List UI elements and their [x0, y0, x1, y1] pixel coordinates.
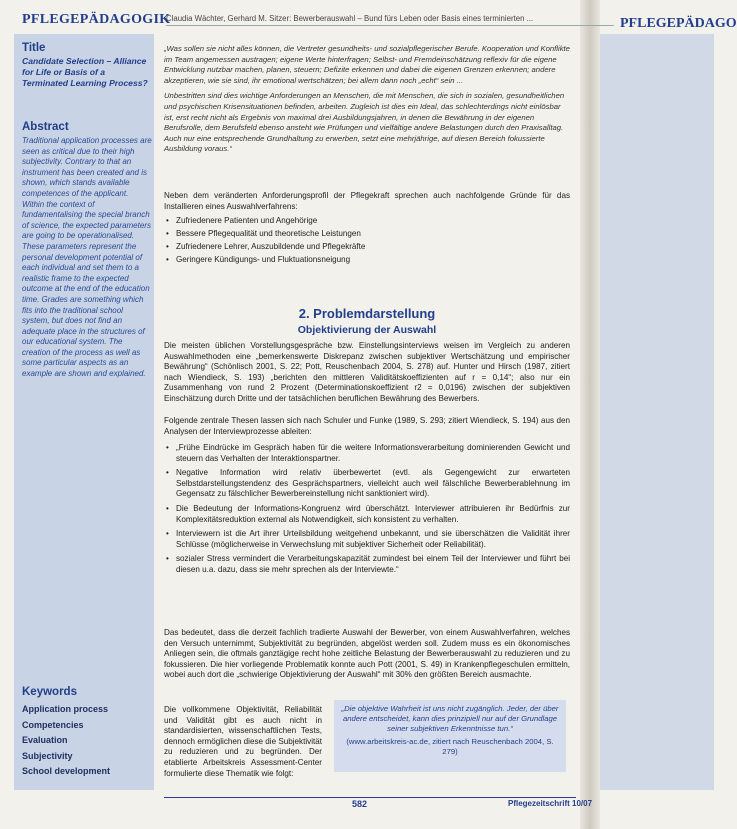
english-title: Candidate Selection – Alliance for Life or Basis of a Terminated Learning Process? [22, 56, 148, 88]
list-item: • Zufriedenere Lehrer, Auszubildende und Pflegekräfte [164, 240, 570, 253]
abstract-text: Traditional application processes are seen as critical due to their high subjectivity. Contrary to that an instrument has been created and is shown, which stands available competences of the applicant. Within the context of fundamentalising the special branch of science, the expected parameters are going to be operationalised. These parameters represent the personal development potential of each individual and set them to a realistic frame to the expected outcome at the end of the education time. Grades are something which fits into the traditional school system, but does not find an adequate place in the structures of our educational system. The creation of the process as well as some particular aspects as an example are shown and explained. [22, 136, 152, 379]
page-gutter [580, 0, 600, 829]
brand-logo: PFLEGEPÄDAGOGIK [22, 12, 171, 27]
abstract-heading: Abstract [22, 121, 69, 133]
paragraph: Das bedeutet, dass die derzeit fachlich tradierte Auswahl der Bewerber, von einem Auswahlverfahren, welches den Versuch unternimmt, Subjektivität zu begründen, abgelöst werden soll. Zudem muss es ein ökonomisches Anliegen sein, die oftmals ganztägige recht hohe zeitliche Belastung der Bewerberauswahl zu reduzieren und zu fokussieren. Die hier vorliegende Problematik konnte auch Pott (2001, S. 49) in Krankenpflegeschulen ermitteln, wobei auch dort die „schwierige Objektivierung der Auswahl“ mit 30% den größten Bereich ausmachte. [164, 628, 570, 680]
list-item: • „Frühe Eindrücke im Gespräch haben für die weitere Informationsverarbeitung dominierenden Gewicht und steuern das Verhalten der Interaktionspartner. [164, 443, 570, 464]
section-title: 2. Problemdarstellung [298, 306, 436, 321]
list-item: • Bessere Pflegequalität und theoretische Leistungen [164, 227, 570, 240]
keywords-heading: Keywords [22, 686, 77, 698]
keyword: Application process [22, 704, 109, 714]
paragraph: Folgende zentrale Thesen lassen sich nach Schuler und Funke (1989, S. 293; zitiert Wiendieck, S. 194) aus den Analysen der Interviewprozesse ableiten: [164, 416, 570, 436]
next-page-sidebar [600, 34, 714, 790]
keyword: Subjectivity [22, 750, 73, 761]
theses-list [164, 443, 570, 580]
intro-quote-p1: „Was sollen sie nicht alles können, die Vertreter gesundheits- und sozialpflegerischer Berufe. Kooperation und Konflikte im Team angemessen austragen; eigene Werte hinterfragen; Selbst- und Fremdeinschätzung reflexiv für die eigene Entwicklung nutzbar machen, planen, steuern; Defizite erkennen und dabei die eigenen Grenzen erkennen; andere akzeptieren, wie sie sind, ihr emotional wertschätzen; bei allem dann noch „echt“ sein ... [164, 44, 570, 85]
page-number: 582 [352, 799, 368, 809]
reasons-list [164, 214, 570, 266]
pull-quote-text: „Die objektive Wahrheit ist uns nicht zugänglich. Jeder, der über andere entscheidet, kann dies prinzipiell nur auf der Grundlage seiner subjektiven Erkenntnisse tun.“ [341, 704, 559, 733]
list-item: • Zufriedenere Patienten und Angehörige [164, 214, 570, 227]
paragraph: Die vollkommene Objektivität, Reliabilität und Validität gibt es auch nicht in standardisierten, wissenschaftlichen Tests, dennoch ermöglichen diese die Subjektivität zu reduzieren und zu begründen. Der etablierte Arbeitskreis Assessment-Center formulierte diese Thematik wie folgt: [164, 705, 322, 778]
keyword: Competencies [22, 719, 84, 730]
section-subtitle: Objektivierung der Auswahl [297, 324, 437, 336]
title-heading: Title [22, 42, 46, 54]
list-item: • sozialer Stress vermindert die Verarbeitungskapazität zumindest bei einem Teil der Interviewer und führt bei diesen u.a. dazu, dass sie mehr sprechen als der Interviewte.“ [164, 554, 570, 575]
pull-quote-box [334, 700, 566, 772]
keyword: School development [22, 766, 111, 776]
brand-logo-next-page: PFLEGEPÄDAGO [620, 16, 737, 31]
intro-quote-p2: Unbestritten sind dies wichtige Anforderungen an Menschen, die mit Menschen, die sich in sozialen, gesundheitlichen und psychischen Krisensituationen befinden, arbeiten. Zugleich ist dies ein Ideal, das schlechterdings nicht einlösbar ist, erst recht nicht als Ergebnis von maximal drei Ausbildungsjahren, in denen die Bewährung in der eigenen Berufsrolle, dem Berufsfeld ebenso ansteht wie Prüfungen und vielfältige andere Belastungen durch den Praxisalltag. Auch nur eine entsprechende Grundhaltung zu erwerben, setzt eine mehrjährige, auf diesen Bereich fokussierte Ausbildung voraus.“ [164, 91, 565, 154]
intro-quote [164, 44, 570, 160]
list-item: • Negative Information wird relativ überbewertet (evtl. als Gegengewicht zur erwarteten Selbstdarstellungstendenz des Gesprächspartners, vielleicht auch weil fälschliche Bewerberablehnung im Gegensatz zu fälschlicher Bewerbereinstellung nicht sanktioniert wird). [164, 468, 570, 500]
paragraph-intro: Neben dem veränderten Anforderungsprofil der Pflegekraft sprechen auch nachfolgende Gründe für das Installieren eines Auswahlverfahrens: [164, 191, 570, 211]
paragraph: Die meisten üblichen Vorstellungsgespräche bzw. Einstellungsinterviews weisen im Vergleich zu anderen Auswahlmethoden eine „bemerkenswerte Diskrepanz zwischen subjektiver Wertschätzung und empirischer Bewährung“ (Schönlisch 2001, S. 22; Pott, Reuschenbach 2004, S. 278) auf. Hunter und Hirsch (1987, zitiert nach Wiendieck, S. 193) „berichten den mittleren Validitätskoeffizienten auf r = 0,14“; also nur ein Zusammenhang von rund 2 Prozent (Determinationskoeffizient r2 = 0,0196) zwischen der subjektiven Einschätzung durch Dritte und der tatsächlichen beruflichen Bewährung des Bewerbers. [164, 341, 570, 403]
running-header: Claudia Wächter, Gerhard M. Sitzer: Bewerberauswahl – Bund fürs Leben oder Basis eines terminierten ... [166, 14, 614, 26]
pull-quote-source: (www.arbeitskreis-ac.de, zitiert nach Reuschenbach 2004, S. 279) [346, 737, 554, 756]
list-item: • Die Bedeutung der Informations-Kongruenz wird überschätzt. Interviewer attribuieren ihr Bedürfnis zur Komplexitätsreduktion external als Notwendigkeit, sich konsistent zu verhalten. [164, 504, 570, 525]
list-item: • Interviewern ist die Art ihrer Urteilsbildung weitgehend unbekannt, und sie überschätzen die Validität ihrer Schlüsse (möglicherweise in Verwechslung mit subjektiver Sicherheit oder Reliabilität). [164, 529, 570, 550]
keywords-list [22, 702, 157, 780]
list-item: • Geringere Kündigungs- und Fluktuationsneigung [164, 253, 570, 266]
issue-label: Pflegezeitschrift 10/07 [508, 799, 593, 808]
keyword: Evaluation [22, 735, 68, 745]
